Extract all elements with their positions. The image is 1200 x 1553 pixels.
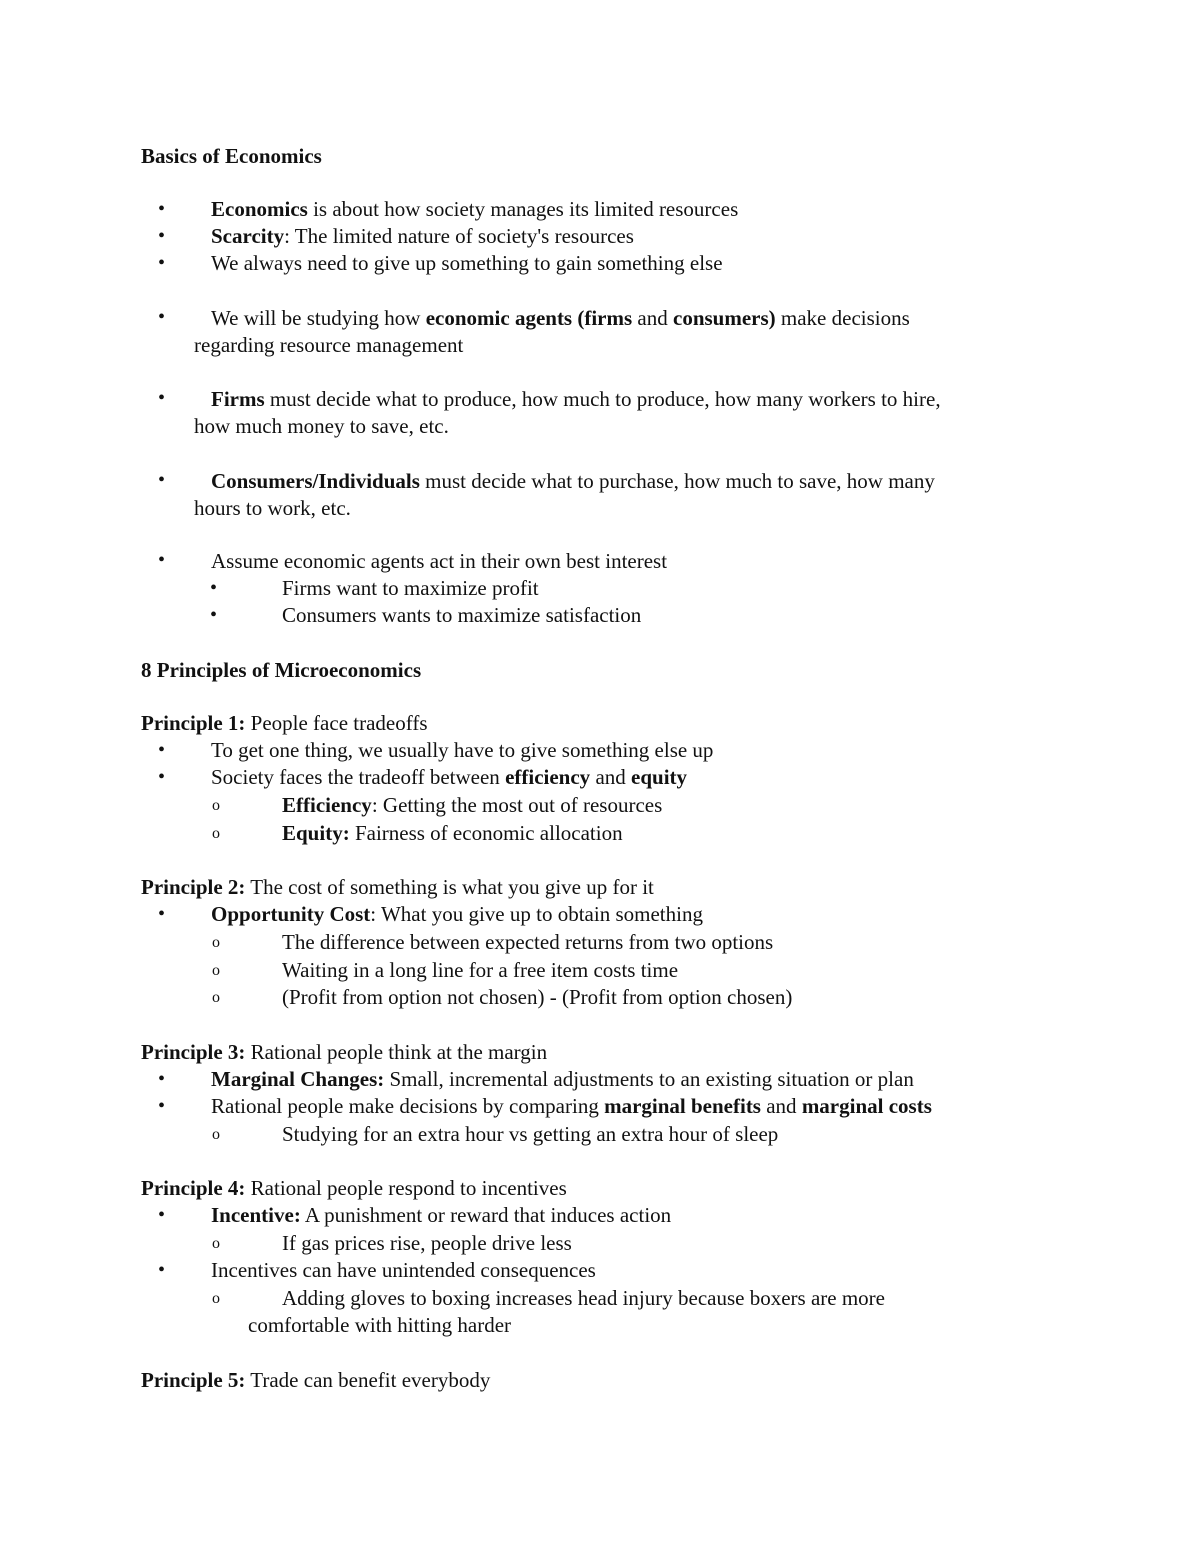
circle-marker: o — [212, 825, 220, 842]
bullet-marker: • — [158, 1259, 166, 1281]
sub-list-item: Waiting in a long line for a free item costs time — [282, 958, 679, 982]
bullet-marker: • — [158, 469, 166, 491]
sub-list-item: Equity: Fairness of economic allocation — [282, 821, 623, 845]
list-item: Incentives can have unintended consequences — [211, 1258, 596, 1282]
bullet-marker: • — [158, 1204, 166, 1226]
sub-list-item: If gas prices rise, people drive less — [282, 1231, 572, 1255]
list-item: To get one thing, we usually have to give something else up — [211, 738, 714, 762]
circle-marker: o — [212, 797, 220, 814]
sub-list-item: Adding gloves to boxing increases head injury because boxers are more — [282, 1286, 885, 1310]
sub-list-item: Studying for an extra hour vs getting an extra hour of sleep — [282, 1122, 779, 1146]
term: Scarcity — [211, 224, 285, 248]
sub-list-item: Consumers wants to maximize satisfaction — [282, 603, 642, 627]
list-item: We will be studying how economic agents (firms and consumers) make decisions — [211, 306, 910, 330]
list-item: Assume economic agents act in their own best interest — [211, 549, 668, 573]
list-item: Society faces the tradeoff between efficiency and equity — [211, 765, 688, 789]
bullet-marker: • — [158, 387, 166, 409]
list-item: We always need to give up something to gain something else — [211, 251, 723, 275]
circle-marker: o — [212, 934, 220, 951]
list-item-continuation: hours to work, etc. — [194, 496, 351, 520]
circle-marker: o — [212, 1126, 220, 1143]
circle-marker: o — [212, 1290, 220, 1307]
sub-list-item: Firms want to maximize profit — [282, 576, 539, 600]
list-item: Consumers/Individuals must decide what to purchase, how much to save, how many — [211, 469, 935, 493]
term: Economics — [211, 197, 308, 221]
principle-heading: Principle 3: Rational people think at the margin — [141, 1040, 548, 1064]
circle-marker: o — [212, 962, 220, 979]
bullet-marker: • — [210, 577, 218, 599]
bullet-marker: • — [158, 739, 166, 761]
bullet-marker: • — [210, 604, 218, 626]
sub-list-item: (Profit from option not chosen) - (Profit from option chosen) — [282, 985, 793, 1009]
sub-list-item-continuation: comfortable with hitting harder — [248, 1313, 512, 1337]
list-item: Economics is about how society manages its limited resources — [211, 197, 739, 221]
sub-list-item: Efficiency: Getting the most out of resources — [282, 793, 663, 817]
bullet-marker: • — [158, 1068, 166, 1090]
circle-marker: o — [212, 1235, 220, 1252]
principle-heading: Principle 5: Trade can benefit everybody — [141, 1368, 491, 1392]
list-item: Rational people make decisions by comparing marginal benefits and marginal costs — [211, 1094, 932, 1118]
bullet-marker: • — [158, 766, 166, 788]
list-item: Scarcity: The limited nature of society's resources — [211, 224, 634, 248]
section-title-basics: Basics of Economics — [141, 144, 322, 168]
list-item: Marginal Changes: Small, incremental adjustments to an existing situation or plan — [211, 1067, 914, 1091]
list-item: Firms must decide what to produce, how much to produce, how many workers to hire, — [211, 387, 941, 411]
list-item-continuation: regarding resource management — [194, 333, 464, 357]
principle-heading: Principle 4: Rational people respond to incentives — [141, 1176, 567, 1200]
circle-marker: o — [212, 989, 220, 1006]
bullet-marker: • — [158, 903, 166, 925]
list-item: Incentive: A punishment or reward that induces action — [211, 1203, 672, 1227]
principle-heading: Principle 1: People face tradeoffs — [141, 711, 428, 735]
list-item-continuation: how much money to save, etc. — [194, 414, 449, 438]
bullet-marker: • — [158, 549, 166, 571]
bullet-marker: • — [158, 252, 166, 274]
bullet-marker: • — [158, 198, 166, 220]
bullet-marker: • — [158, 306, 166, 328]
section-title-principles: 8 Principles of Microeconomics — [141, 658, 422, 682]
principle-heading: Principle 2: The cost of something is what you give up for it — [141, 875, 654, 899]
bullet-marker: • — [158, 225, 166, 247]
list-item: Opportunity Cost: What you give up to obtain something — [211, 902, 703, 926]
bullet-marker: • — [158, 1095, 166, 1117]
sub-list-item: The difference between expected returns from two options — [282, 930, 774, 954]
